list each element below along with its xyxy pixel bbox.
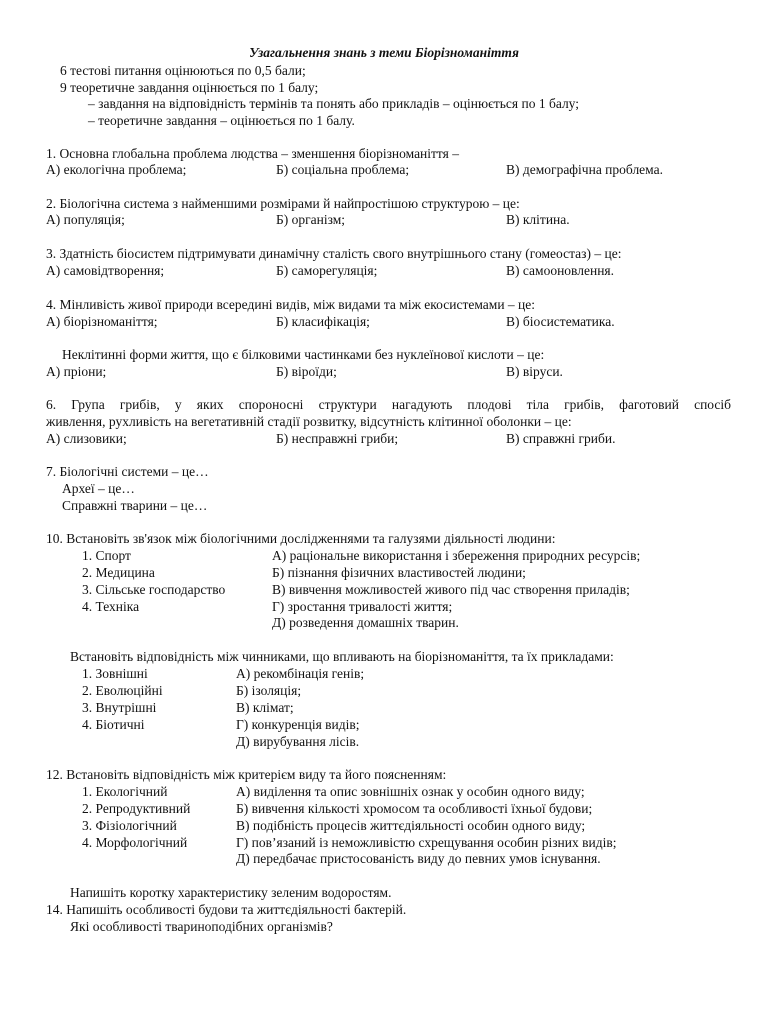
question-12-left-item: 3. Фізіологічний bbox=[82, 818, 177, 833]
question-1-option-c: В) демографічна проблема. bbox=[506, 162, 663, 177]
question-11-left-item: 4. Біотичні bbox=[82, 717, 145, 732]
question-2-option-a: А) популяція; bbox=[46, 212, 125, 227]
question-10-text: 10. Встановіть зв'язок між біологічними дослідженнями та галузями діяльності людини: bbox=[46, 531, 556, 546]
question-11-right-item: Д) вирубування лісів. bbox=[236, 734, 360, 749]
question-1-option-b: Б) соціальна проблема; bbox=[276, 162, 410, 177]
question-3-option-a: А) самовідтворення; bbox=[46, 263, 165, 278]
question-12-left-item: 2. Репродуктивний bbox=[82, 801, 191, 816]
question-1-text: 1. Основна глобальна проблема людства – зменшення біорізноманіття – bbox=[46, 146, 459, 161]
question-12-left-item: 4. Морфологічний bbox=[82, 835, 188, 850]
question-10-right-item: Д) розведення домашніх тварин. bbox=[272, 615, 459, 630]
question-14-line2: Які особливості твариноподібних організмів? bbox=[70, 919, 333, 934]
question-10-right-item: Г) зростання тривалості життя; bbox=[272, 599, 453, 614]
question-3-option-c: В) самооновлення. bbox=[506, 263, 614, 278]
question-10-left-item: 3. Сільське господарство bbox=[82, 582, 226, 597]
question-4-option-c: В) біосистематика. bbox=[506, 314, 615, 329]
question-12-right-item: Д) передбачає пристосованість виду до певних умов існування. bbox=[236, 851, 601, 866]
question-5-option-b: Б) віроїди; bbox=[276, 364, 337, 379]
question-11-right-item: Б) ізоляція; bbox=[236, 683, 302, 698]
question-5-text: Неклітинні форми життя, що є білковими частинками без нуклеїнової кислоти – це: bbox=[62, 347, 545, 362]
question-10-right-item: А) раціональне використання і збереження природних ресурсів; bbox=[272, 548, 641, 563]
question-4-option-a: А) біорізноманіття; bbox=[46, 314, 158, 329]
question-6-option-a: А) слизовики; bbox=[46, 431, 127, 446]
intro-line: – завдання на відповідність термінів та понять або прикладів – оцінюється по 1 балу; bbox=[88, 96, 580, 111]
question-5-option-a: А) пріони; bbox=[46, 364, 107, 379]
question-7-line3: Справжні тварини – це… bbox=[62, 498, 208, 513]
question-6-text-line1: 6. Група грибів, у яких спороносні структури нагадують плодові тіла грибів, фаготовий спосіб bbox=[46, 397, 731, 412]
question-11-left-item: 2. Еволюційні bbox=[82, 683, 163, 698]
question-12-right-item: В) подібність процесів життєдіяльності особин одного виду; bbox=[236, 818, 586, 833]
question-2-option-c: В) клітина. bbox=[506, 212, 570, 227]
question-1-option-a: А) екологічна проблема; bbox=[46, 162, 187, 177]
question-6-text-line2: живлення, рухливість на вегетативній стадії розвитку, відсутність клітинної оболонки – це: bbox=[46, 414, 572, 429]
question-11-right-item: А) рекомбінація генів; bbox=[236, 666, 365, 681]
question-12-right-item: Б) вивчення кількості хромосом та особливості їхньої будови; bbox=[236, 801, 593, 816]
question-11-text: Встановіть відповідність між чинниками, що впливають на біорізноманіття, та їх прикладами: bbox=[70, 649, 614, 664]
question-12-left-item: 1. Екологічний bbox=[82, 784, 168, 799]
question-10-right-item: Б) пізнання фізичних властивостей людини; bbox=[272, 565, 526, 580]
question-13-text: Напишіть коротку характеристику зеленим водоростям. bbox=[70, 885, 392, 900]
question-11-left-item: 3. Внутрішні bbox=[82, 700, 157, 715]
question-12-right-item: Г) пов’язаний із неможливістю схрещування особин різних видів; bbox=[236, 835, 617, 850]
question-6-option-c: В) справжні гриби. bbox=[506, 431, 616, 446]
question-12-right-item: А) виділення та опис зовнішніх ознак у особин одного виду; bbox=[236, 784, 585, 799]
question-11-left-item: 1. Зовнішні bbox=[82, 666, 148, 681]
question-2-option-b: Б) організм; bbox=[276, 212, 346, 227]
question-4-text: 4. Мінливість живої природи всередині видів, між видами та між екосистемами – це: bbox=[46, 297, 536, 312]
question-12-text: 12. Встановіть відповідність між критерієм виду та його поясненням: bbox=[46, 767, 447, 782]
question-11-right-item: В) клімат; bbox=[236, 700, 294, 715]
question-7-line1: 7. Біологічні системи – це… bbox=[46, 464, 209, 479]
question-3-option-b: Б) саморегуляція; bbox=[276, 263, 378, 278]
question-6-option-b: Б) несправжні гриби; bbox=[276, 431, 399, 446]
question-4-option-b: Б) класифікація; bbox=[276, 314, 370, 329]
question-11-right-item: Г) конкуренція видів; bbox=[236, 717, 360, 732]
question-10-left-item: 4. Техніка bbox=[82, 599, 140, 614]
question-7-line2: Археї – це… bbox=[62, 481, 135, 496]
question-10-left-item: 1. Спорт bbox=[82, 548, 131, 563]
intro-line: – теоретичне завдання – оцінюється по 1 балу. bbox=[88, 113, 355, 128]
question-2-text: 2. Біологічна система з найменшими розмірами й найпростішою структурою – це: bbox=[46, 196, 520, 211]
question-10-left-item: 2. Медицина bbox=[82, 565, 155, 580]
page-title: Узагальнення знань з теми Біорізноманіття bbox=[249, 45, 519, 60]
question-10-right-item: В) вивчення можливостей живого під час створення приладів; bbox=[272, 582, 630, 597]
question-14-line1: 14. Напишіть особливості будови та життєдіяльності бактерій. bbox=[46, 902, 407, 917]
question-3-text: 3. Здатність біосистем підтримувати динамічну сталість свого внутрішнього стану (гомеостаз) – це: bbox=[46, 246, 622, 261]
intro-line: 9 теоретичне завдання оцінюється по 1 балу; bbox=[60, 80, 319, 95]
question-5-option-c: В) віруси. bbox=[506, 364, 563, 379]
intro-line: 6 тестові питання оцінюються по 0,5 бали; bbox=[60, 63, 306, 78]
